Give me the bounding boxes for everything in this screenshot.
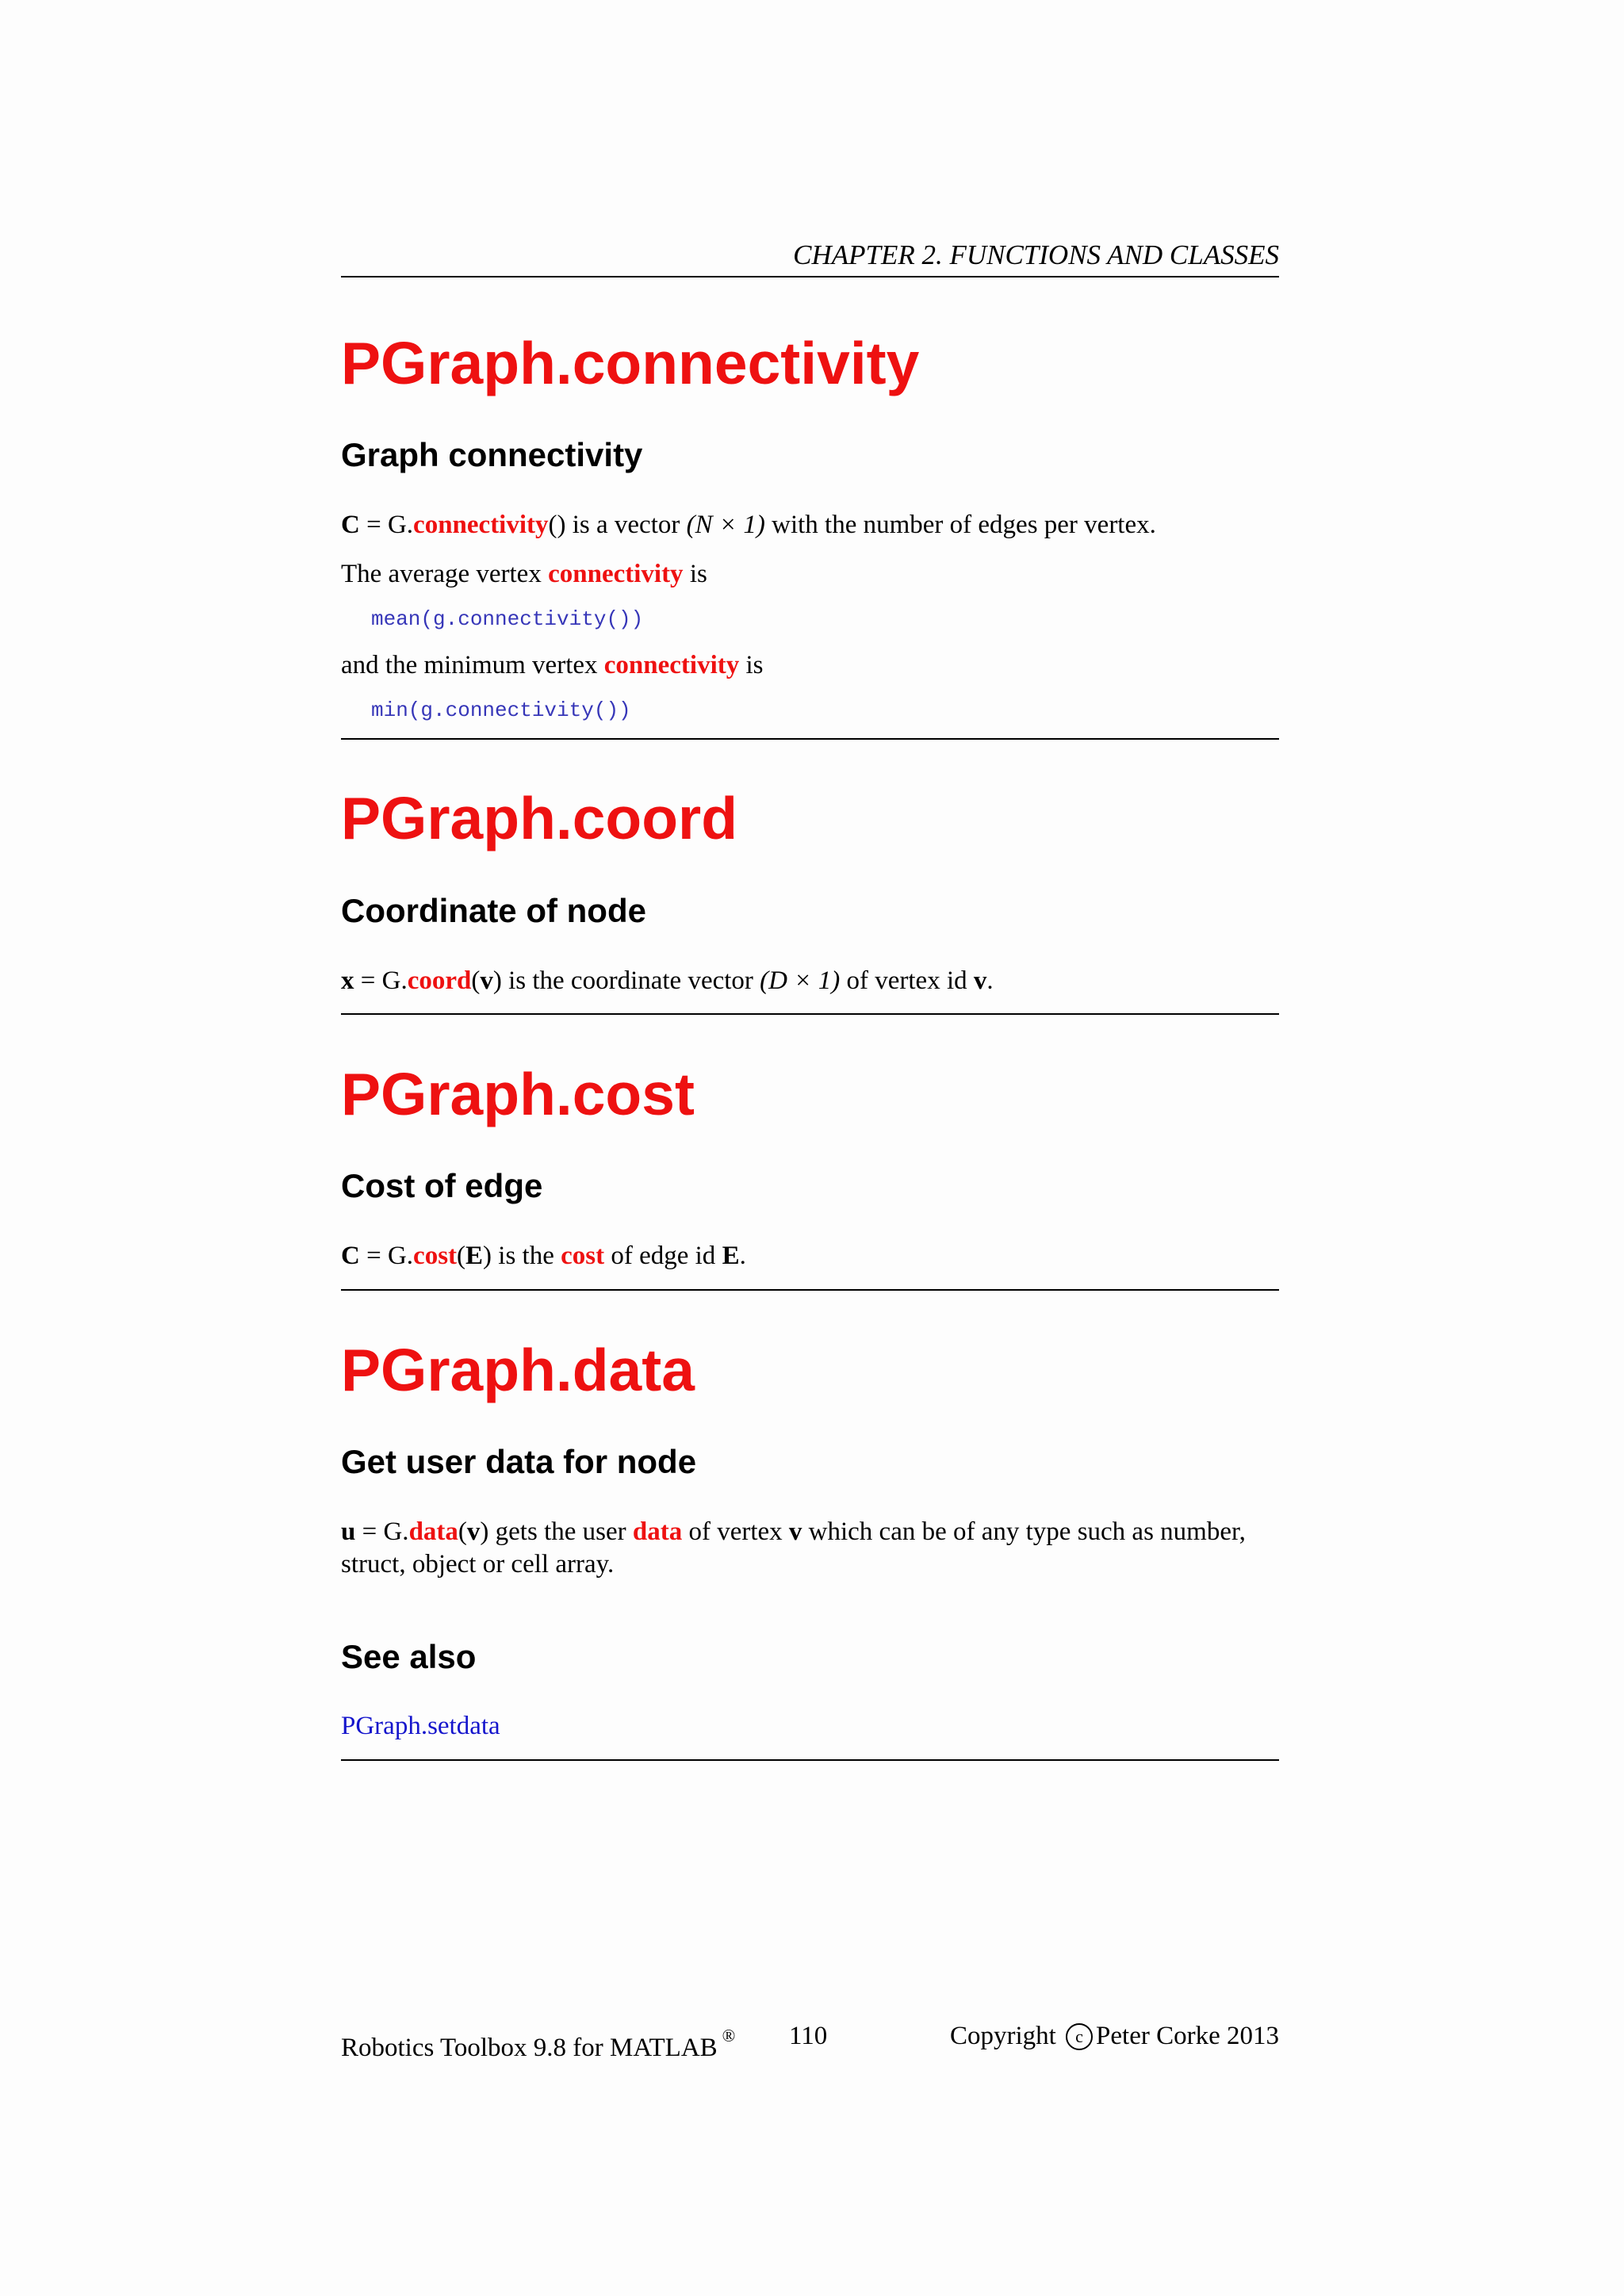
var-c: C — [341, 511, 360, 539]
section-divider — [341, 738, 1279, 740]
section-subtitle-cost: Cost of edge — [341, 1167, 543, 1204]
running-head: CHAPTER 2. FUNCTIONS AND CLASSES — [341, 235, 1279, 277]
code-min-connectivity: min(g.connectivity()) — [371, 698, 631, 722]
section-divider — [341, 1289, 1279, 1291]
footer-book-title: Robotics Toolbox 9.8 for MATLAB ® — [341, 2026, 736, 2062]
registered-mark: ® — [722, 2026, 736, 2045]
keyword-data: data — [408, 1517, 458, 1546]
coord-description: x = G.coord(v) is the coordinate vector (D × 1) of vertex id v. — [341, 966, 994, 995]
keyword-data: data — [632, 1517, 683, 1546]
cost-description: C = G.cost(E) is the cost of edge id E. — [341, 1242, 746, 1270]
section-title-data: PGraph.data — [341, 1337, 695, 1403]
section-subtitle-coord: Coordinate of node — [341, 892, 646, 929]
section-divider — [341, 1013, 1279, 1015]
link-pgraph-setdata[interactable]: PGraph.setdata — [341, 1712, 500, 1740]
connectivity-minimum-text: and the minimum vertex connectivity is — [341, 651, 764, 679]
section-subtitle-data: Get user data for node — [341, 1443, 697, 1480]
keyword-cost: cost — [561, 1242, 605, 1270]
keyword-connectivity: connectivity — [413, 511, 549, 539]
data-description: u = G.data(v) gets the user data of vertex v which can be of any type such as number, struct, object or cell array. — [341, 1517, 1246, 1578]
keyword-connectivity: connectivity — [603, 651, 740, 679]
section-title-coord: PGraph.coord — [341, 785, 738, 851]
copyright-icon: c — [1066, 2023, 1093, 2050]
section-subtitle-connectivity: Graph connectivity — [341, 436, 643, 473]
see-also-list — [341, 1710, 1279, 1743]
code-mean-connectivity: mean(g.connectivity()) — [371, 607, 644, 631]
section-title-connectivity: PGraph.connectivity — [341, 330, 920, 396]
footer-copyright: Copyright c Peter Corke 2013 — [949, 2022, 1279, 2050]
connectivity-average-text: The average vertex connectivity is — [341, 560, 707, 588]
page-number: 110 — [789, 2022, 828, 2050]
math-dimension: (N × 1) — [686, 511, 765, 539]
see-also-heading: See also — [341, 1638, 477, 1675]
connectivity-description: C = G.connectivity() is a vector (N × 1) with the number of edges per vertex. — [341, 511, 1156, 539]
keyword-connectivity: connectivity — [548, 560, 684, 588]
section-title-cost: PGraph.cost — [341, 1061, 695, 1127]
keyword-cost: cost — [413, 1242, 458, 1270]
section-divider — [341, 1759, 1279, 1761]
keyword-coord: coord — [407, 966, 472, 995]
